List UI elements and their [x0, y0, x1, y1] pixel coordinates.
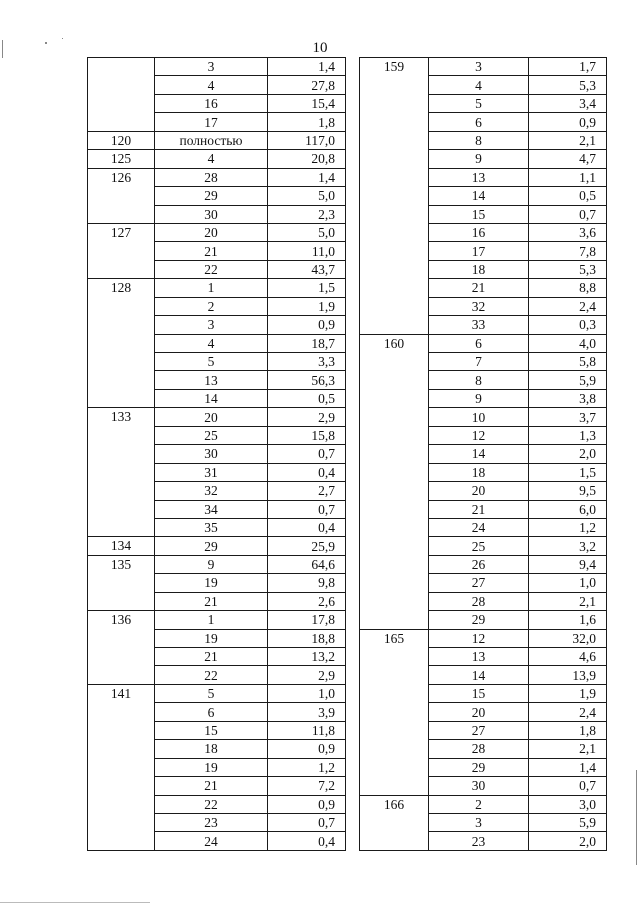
value-cell: 18,8 [268, 629, 346, 647]
value-cell: 5,0 [268, 223, 346, 241]
value-cell: 4,6 [529, 648, 607, 666]
value-cell: 15,8 [268, 426, 346, 444]
item-number-cell: полностью [155, 131, 268, 149]
table-row [88, 279, 346, 297]
item-number-cell: 24 [155, 832, 268, 850]
value-cell: 1,9 [268, 297, 346, 315]
item-number-cell: 20 [155, 408, 268, 426]
item-number-cell: 5 [155, 684, 268, 702]
table-row [88, 611, 346, 629]
item-number-cell: 12 [429, 426, 529, 444]
value-cell: 2,1 [529, 131, 607, 149]
item-number-cell: 14 [429, 187, 529, 205]
item-number-cell: 15 [155, 721, 268, 739]
value-cell: 1,8 [529, 721, 607, 739]
table-row [88, 408, 346, 426]
value-cell: 2,1 [529, 592, 607, 610]
item-number-cell: 9 [429, 389, 529, 407]
item-number-cell: 28 [429, 740, 529, 758]
table-row [88, 684, 346, 702]
item-number-cell: 23 [155, 813, 268, 831]
value-cell: 3,2 [529, 537, 607, 555]
value-cell: 0,9 [268, 795, 346, 813]
value-cell: 2,4 [529, 297, 607, 315]
value-cell: 1,4 [268, 58, 346, 76]
item-number-cell: 16 [155, 94, 268, 112]
value-cell: 7,8 [529, 242, 607, 260]
value-cell: 0,7 [529, 777, 607, 795]
value-cell: 18,7 [268, 334, 346, 352]
group-number-cell: 136 [88, 611, 155, 685]
item-number-cell: 25 [429, 537, 529, 555]
item-number-cell: 29 [155, 187, 268, 205]
item-number-cell: 13 [429, 168, 529, 186]
table-row [88, 58, 346, 76]
item-number-cell: 1 [155, 279, 268, 297]
item-number-cell: 14 [429, 666, 529, 684]
item-number-cell: 13 [155, 371, 268, 389]
item-number-cell: 25 [155, 426, 268, 444]
item-number-cell: 5 [155, 353, 268, 371]
value-cell: 2,6 [268, 592, 346, 610]
group-number-cell: 127 [88, 223, 155, 278]
value-cell: 25,9 [268, 537, 346, 555]
value-cell: 2,0 [529, 445, 607, 463]
value-cell: 1,8 [268, 113, 346, 131]
value-cell: 0,4 [268, 518, 346, 536]
value-cell: 5,3 [529, 76, 607, 94]
value-cell: 5,9 [529, 371, 607, 389]
item-number-cell: 4 [155, 76, 268, 94]
table-row [88, 131, 346, 149]
scan-artifact [45, 42, 47, 44]
value-cell: 3,6 [529, 223, 607, 241]
value-cell: 20,8 [268, 150, 346, 168]
value-cell: 1,9 [529, 684, 607, 702]
value-cell: 6,0 [529, 500, 607, 518]
value-cell: 1,1 [529, 168, 607, 186]
scan-artifact [62, 38, 63, 39]
value-cell: 4,0 [529, 334, 607, 352]
group-number-cell: 134 [88, 537, 155, 555]
item-number-cell: 18 [429, 260, 529, 278]
item-number-cell: 23 [429, 832, 529, 850]
page-number: 10 [312, 40, 328, 56]
value-cell: 2,9 [268, 408, 346, 426]
value-cell: 0,9 [268, 316, 346, 334]
group-number-cell: 166 [360, 795, 429, 850]
item-number-cell: 21 [155, 777, 268, 795]
value-cell: 13,2 [268, 648, 346, 666]
group-number-cell: 120 [88, 131, 155, 149]
item-number-cell: 19 [155, 629, 268, 647]
item-number-cell: 19 [155, 574, 268, 592]
item-number-cell: 1 [155, 611, 268, 629]
value-cell: 0,7 [268, 500, 346, 518]
value-cell: 5,0 [268, 187, 346, 205]
value-cell: 13,9 [529, 666, 607, 684]
item-number-cell: 3 [429, 813, 529, 831]
item-number-cell: 28 [155, 168, 268, 186]
item-number-cell: 26 [429, 555, 529, 573]
value-cell: 5,9 [529, 813, 607, 831]
item-number-cell: 4 [429, 76, 529, 94]
value-cell: 0,5 [529, 187, 607, 205]
value-cell: 2,4 [529, 703, 607, 721]
value-cell: 2,3 [268, 205, 346, 223]
value-cell: 0,4 [268, 463, 346, 481]
item-number-cell: 4 [155, 334, 268, 352]
value-cell: 2,7 [268, 482, 346, 500]
value-cell: 5,8 [529, 353, 607, 371]
item-number-cell: 21 [155, 242, 268, 260]
group-number-cell: 159 [360, 58, 429, 335]
item-number-cell: 5 [429, 94, 529, 112]
item-number-cell: 31 [155, 463, 268, 481]
value-cell: 9,8 [268, 574, 346, 592]
group-number-cell: 135 [88, 555, 155, 610]
item-number-cell: 18 [155, 740, 268, 758]
value-cell: 2,1 [529, 740, 607, 758]
group-number-cell: 141 [88, 684, 155, 850]
value-cell: 1,3 [529, 426, 607, 444]
group-number-cell: 160 [360, 334, 429, 629]
group-number-cell: 125 [88, 150, 155, 168]
group-number-cell [88, 58, 155, 132]
item-number-cell: 13 [429, 648, 529, 666]
value-cell: 1,7 [529, 58, 607, 76]
value-cell: 7,2 [268, 777, 346, 795]
value-cell: 9,4 [529, 555, 607, 573]
item-number-cell: 6 [155, 703, 268, 721]
item-number-cell: 18 [429, 463, 529, 481]
value-cell: 3,0 [529, 795, 607, 813]
item-number-cell: 21 [155, 592, 268, 610]
item-number-cell: 3 [429, 58, 529, 76]
value-cell: 2,0 [529, 832, 607, 850]
item-number-cell: 27 [429, 574, 529, 592]
table-row [360, 795, 607, 813]
item-number-cell: 17 [155, 113, 268, 131]
table-row [360, 334, 607, 352]
group-number-cell: 133 [88, 408, 155, 537]
item-number-cell: 12 [429, 629, 529, 647]
value-cell: 0,3 [529, 316, 607, 334]
table-row [88, 150, 346, 168]
value-cell: 1,5 [268, 279, 346, 297]
value-cell: 27,8 [268, 76, 346, 94]
right-data-table [359, 57, 607, 851]
table-row [88, 537, 346, 555]
value-cell: 3,8 [529, 389, 607, 407]
item-number-cell: 7 [429, 353, 529, 371]
value-cell: 0,7 [268, 813, 346, 831]
item-number-cell: 17 [429, 242, 529, 260]
item-number-cell: 34 [155, 500, 268, 518]
item-number-cell: 21 [429, 279, 529, 297]
table-row [360, 58, 607, 76]
item-number-cell: 9 [429, 150, 529, 168]
value-cell: 3,3 [268, 353, 346, 371]
item-number-cell: 21 [429, 500, 529, 518]
item-number-cell: 3 [155, 58, 268, 76]
item-number-cell: 24 [429, 518, 529, 536]
value-cell: 64,6 [268, 555, 346, 573]
value-cell: 0,4 [268, 832, 346, 850]
value-cell: 4,7 [529, 150, 607, 168]
item-number-cell: 16 [429, 223, 529, 241]
item-number-cell: 8 [429, 131, 529, 149]
item-number-cell: 22 [155, 795, 268, 813]
value-cell: 5,3 [529, 260, 607, 278]
value-cell: 0,9 [268, 740, 346, 758]
value-cell: 0,9 [529, 113, 607, 131]
item-number-cell: 19 [155, 758, 268, 776]
value-cell: 0,7 [268, 445, 346, 463]
value-cell: 1,2 [268, 758, 346, 776]
value-cell: 9,5 [529, 482, 607, 500]
value-cell: 0,7 [529, 205, 607, 223]
item-number-cell: 29 [155, 537, 268, 555]
value-cell: 11,0 [268, 242, 346, 260]
item-number-cell: 10 [429, 408, 529, 426]
value-cell: 3,9 [268, 703, 346, 721]
value-cell: 1,4 [268, 168, 346, 186]
value-cell: 3,4 [529, 94, 607, 112]
item-number-cell: 20 [429, 703, 529, 721]
scan-artifact [2, 40, 3, 58]
table-row [360, 629, 607, 647]
value-cell: 0,5 [268, 389, 346, 407]
table-row [88, 168, 346, 186]
item-number-cell: 30 [429, 777, 529, 795]
item-number-cell: 14 [429, 445, 529, 463]
item-number-cell: 20 [155, 223, 268, 241]
item-number-cell: 30 [155, 205, 268, 223]
value-cell: 43,7 [268, 260, 346, 278]
item-number-cell: 6 [429, 334, 529, 352]
value-cell: 32,0 [529, 629, 607, 647]
item-number-cell: 15 [429, 205, 529, 223]
item-number-cell: 29 [429, 758, 529, 776]
value-cell: 11,8 [268, 721, 346, 739]
item-number-cell: 28 [429, 592, 529, 610]
item-number-cell: 21 [155, 648, 268, 666]
scan-artifact [636, 770, 637, 865]
value-cell: 1,5 [529, 463, 607, 481]
item-number-cell: 32 [155, 482, 268, 500]
item-number-cell: 33 [429, 316, 529, 334]
item-number-cell: 30 [155, 445, 268, 463]
value-cell: 1,6 [529, 611, 607, 629]
item-number-cell: 27 [429, 721, 529, 739]
item-number-cell: 6 [429, 113, 529, 131]
item-number-cell: 22 [155, 260, 268, 278]
item-number-cell: 9 [155, 555, 268, 573]
item-number-cell: 2 [155, 297, 268, 315]
value-cell: 3,7 [529, 408, 607, 426]
group-number-cell: 165 [360, 629, 429, 795]
item-number-cell: 32 [429, 297, 529, 315]
left-data-table [87, 57, 346, 851]
value-cell: 1,0 [268, 684, 346, 702]
value-cell: 56,3 [268, 371, 346, 389]
table-row [88, 223, 346, 241]
item-number-cell: 4 [155, 150, 268, 168]
item-number-cell: 29 [429, 611, 529, 629]
item-number-cell: 3 [155, 316, 268, 334]
group-number-cell: 128 [88, 279, 155, 408]
value-cell: 117,0 [268, 131, 346, 149]
item-number-cell: 20 [429, 482, 529, 500]
item-number-cell: 8 [429, 371, 529, 389]
value-cell: 1,2 [529, 518, 607, 536]
value-cell: 15,4 [268, 94, 346, 112]
table-row [88, 555, 346, 573]
item-number-cell: 15 [429, 684, 529, 702]
value-cell: 17,8 [268, 611, 346, 629]
item-number-cell: 35 [155, 518, 268, 536]
value-cell: 1,0 [529, 574, 607, 592]
item-number-cell: 14 [155, 389, 268, 407]
group-number-cell: 126 [88, 168, 155, 223]
item-number-cell: 22 [155, 666, 268, 684]
item-number-cell: 2 [429, 795, 529, 813]
value-cell: 2,9 [268, 666, 346, 684]
value-cell: 1,4 [529, 758, 607, 776]
value-cell: 8,8 [529, 279, 607, 297]
scan-artifact [0, 902, 150, 903]
